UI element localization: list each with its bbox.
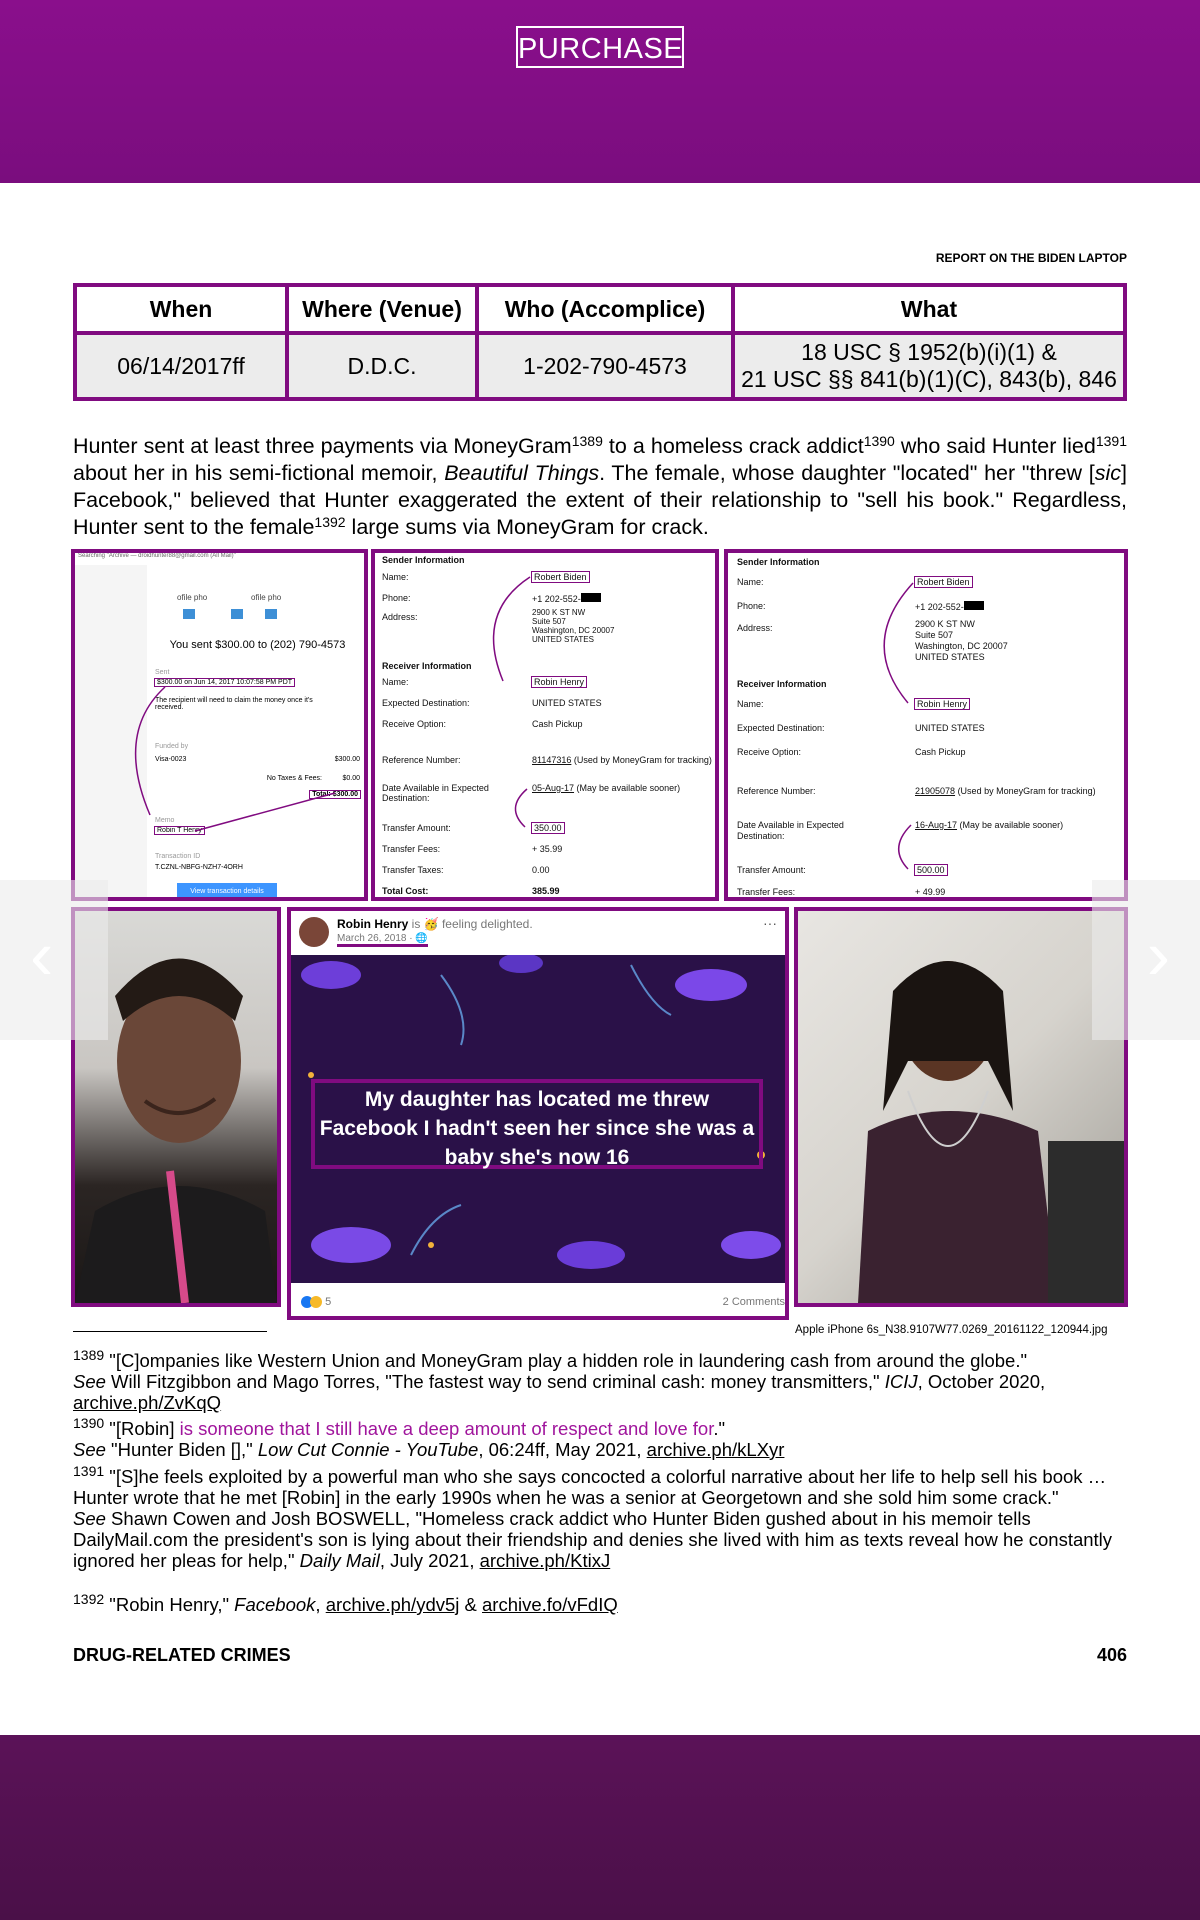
receiver-name: Robin Henry [534, 677, 585, 687]
sent-label: Sent [155, 669, 170, 676]
ref-value: 81147316 (Used by MoneyGram for tracking) [532, 755, 712, 765]
phone-label: Phone: [382, 593, 411, 603]
page-number: 406 [1096, 1645, 1127, 1665]
section-title: DRUG-RELATED CRIMES [73, 1645, 291, 1665]
opt-label: Receive Option: [382, 719, 447, 729]
dest-label: Expected Destination: [382, 698, 470, 708]
person-figure [798, 911, 1124, 1303]
sender-header: Sender Information [737, 557, 820, 567]
amt-value: 350.00 [534, 823, 562, 833]
footnote-divider [73, 1331, 267, 1332]
address-label: Address: [737, 623, 773, 633]
total-value: 385.99 [532, 886, 560, 896]
opt-value: Cash Pickup [532, 719, 583, 729]
cell-what: 18 USC § 1952(b)(i)(1) & 21 USC §§ 841(b)(1)(C), 843(b), 846 [733, 333, 1125, 399]
next-page-button[interactable]: › [1092, 880, 1200, 1040]
address-label: Address: [382, 612, 418, 622]
fee-value: + 35.99 [532, 844, 563, 854]
claim-note: The recipient will need to claim the money once it's received. [155, 697, 313, 711]
opt-value: Cash Pickup [915, 747, 966, 757]
date-value: 05-Aug-17 (May be available sooner) [532, 783, 681, 793]
cell-where: D.D.C. [287, 333, 477, 399]
name-label: Name: [737, 577, 764, 587]
crime-table [73, 283, 1127, 401]
txn-value: T.CZNL-NBFG-NZH7-4ORH [155, 864, 243, 871]
sender-name: Robert Biden [917, 577, 970, 587]
memo-value: Robin T Henry [157, 827, 202, 834]
cell-when: 06/14/2017ff [75, 333, 287, 399]
dest-label: Expected Destination: [737, 723, 825, 733]
reaction-count[interactable]: 5 [301, 1296, 331, 1308]
date-label: Date Available in Expected Destination: [382, 783, 489, 803]
footnote-1392: $^{1392}$ "Robin Henry," Facebook, archive.ph/ydv5j & archive.fo/vFdIQ [73, 1591, 618, 1615]
arrow-annotations [75, 553, 368, 901]
date-value: 16-Aug-17 (May be available sooner) [915, 820, 1064, 830]
wow-icon [310, 1296, 322, 1308]
name-label: Name: [382, 572, 409, 582]
tax-value: 0.00 [532, 865, 550, 875]
footnote-1390: $^{1390}$ "[Robin] is someone that I still have a deep amount of respect and love for." See "Hunter Biden []," Low Cut Connie - YouTube, 06:24ff, May 2021, archive.ph/kLXyr [73, 1415, 785, 1460]
search-bar: Searching "Archive — droidhunter88@gmail.com (All Mail)" [75, 553, 364, 565]
footnote-1391: $^{1391}$ "[S]he feels exploited by a powerful man who she says concocted a colorful narrative about her life to help sell his book … Hunter wrote that he met [Robin] in the early 1990s when he was a senior at Georgetown and she sold him some crack." See Shawn Cowen and Josh BOSWELL, "Homeless crack addict who Hunter Biden gushed about in his memoir tells DailyMail.com the president's son is lying about their friendship and denies she lived with him as texts reveal how he constantly ignored her pleas for help," Daily Mail, July 2021, archive.ph/KtixJ [73, 1463, 1113, 1571]
dest-value: UNITED STATES [915, 723, 985, 733]
purchase-button[interactable]: PURCHASE [516, 26, 684, 68]
col-when: When [75, 285, 287, 333]
arrow-annotations [375, 553, 719, 901]
receiver-header: Receiver Information [737, 679, 827, 689]
post-menu-icon[interactable]: ··· [763, 915, 777, 931]
col-who: Who (Accomplice) [477, 285, 733, 333]
memo-label: Memo [155, 817, 175, 824]
amt-label: Transfer Amount: [382, 823, 451, 833]
footnote-link[interactable]: archive.ph/kLXyr [646, 1439, 785, 1460]
footnote-link[interactable]: archive.ph/ydv5j [325, 1594, 460, 1615]
tax-label: Transfer Taxes: [382, 865, 444, 875]
sender-address: 2900 K ST NW Suite 507 Washington, DC 20007 UNITED STATES [532, 608, 615, 644]
post-text-box: My daughter has located me threw Facebook I hadn't seen her since she was a baby she's now 16 [311, 1079, 763, 1169]
receiver-name: Robin Henry [917, 699, 968, 709]
ref-value: 21905078 (Used by MoneyGram for tracking) [915, 786, 1096, 796]
fees-amount: $0.00 [342, 775, 360, 782]
footnote-link[interactable]: archive.fo/vFdIQ [482, 1594, 618, 1615]
post-author-line: Robin Henry is 🥳 feeling delighted. [337, 917, 533, 931]
body-paragraph: Hunter sent at least three payments via MoneyGram$^{1389}$ to a homeless crack addict$^{1390}$ who said Hunter lied$^{1391}$ about her in his semi-fictional memoir, Beautiful Things. The female, whose daughter "located" her "threw [sic] Facebook," believed that Hunter exaggerated the extent of their relationship to "sell his book." Regardless, Hunter sent to the female$^{1392}$ large sums via MoneyGram for crack. [73, 433, 1128, 539]
footnote-1389: $^{1389}$ "[C]ompanies like Western Union and MoneyGram play a hidden role in laundering cash from around the globe." See Will Fitzgibbon and Mago Torres, "The fastest way to send criminal cash: money transmitters," ICIJ, October 2020, archive.ph/ZvKqQ [73, 1347, 1046, 1413]
avatar [299, 917, 329, 947]
profile-label-1: ofile pho [177, 593, 208, 602]
sender-name: Robert Biden [534, 572, 587, 582]
rname-label: Name: [737, 699, 764, 709]
visa-amount: $300.00 [334, 756, 360, 763]
col-where: Where (Venue) [287, 285, 477, 333]
phone-label: Phone: [737, 601, 766, 611]
sender-phone: +1 202-552- [532, 593, 601, 604]
prev-page-button[interactable]: ‹ [0, 880, 108, 1040]
facebook-post [287, 907, 789, 1320]
amt-label: Transfer Amount: [737, 865, 806, 875]
report-title: REPORT ON THE BIDEN LAPTOP [935, 251, 1127, 265]
cell-who: 1-202-790-4573 [477, 333, 733, 399]
sender-phone: +1 202-552- [915, 601, 984, 612]
receiver-header: Receiver Information [382, 661, 472, 671]
sender-header: Sender Information [382, 555, 465, 565]
fee-label: Transfer Fees: [382, 844, 441, 854]
col-what: What [733, 285, 1125, 333]
post-image [291, 955, 785, 1283]
opt-label: Receive Option: [737, 747, 802, 757]
total-label: Total Cost: [382, 886, 429, 896]
sent-line: You sent $300.00 to (202) 790-4573 [169, 639, 346, 651]
dest-value: UNITED STATES [532, 698, 602, 708]
date-label: Date Available in Expected Destination: [737, 820, 844, 841]
total-box: Total: $300.00 [312, 791, 358, 798]
amt-value: 500.00 [917, 865, 945, 875]
view-details-button[interactable]: View transaction details [177, 883, 277, 901]
funded-label: Funded by [155, 743, 189, 750]
photo-caption: Apple iPhone 6s_N38.9107W77.0269_20161122_120944.jpg [795, 1324, 1108, 1336]
footnote-link[interactable]: archive.ph/KtixJ [479, 1550, 611, 1571]
fee-value: + 49.99 [915, 887, 946, 897]
ref-label: Reference Number: [737, 786, 816, 796]
footnote-link[interactable]: archive.ph/ZvKqQ [73, 1392, 222, 1413]
document-page [0, 183, 1200, 1735]
comments-link[interactable]: 2 Comments [722, 1296, 785, 1308]
receipt-moneygram-1 [371, 549, 719, 901]
profile-label-2: ofile pho [251, 593, 282, 602]
rname-label: Name: [382, 677, 409, 687]
receipt-moneygram-2 [724, 549, 1128, 901]
arrow-annotations [728, 553, 1128, 901]
photo-portrait-right [794, 907, 1128, 1307]
receipt-venmo [71, 549, 368, 901]
sent-value: $300.00 on Jun 14, 2017 10:07:58 PM PDT [157, 679, 293, 686]
ref-label: Reference Number: [382, 755, 461, 765]
post-date: March 26, 2018 · 🌐 [337, 933, 428, 947]
visa-label: Visa-0023 [155, 756, 187, 763]
txn-label: Transaction ID [155, 853, 201, 860]
fee-label: Transfer Fees: [737, 887, 796, 897]
fees-label: No Taxes & Fees: [266, 775, 322, 782]
sender-address: 2900 K ST NW Suite 507 Washington, DC 20007 UNITED STATES [915, 619, 1008, 662]
